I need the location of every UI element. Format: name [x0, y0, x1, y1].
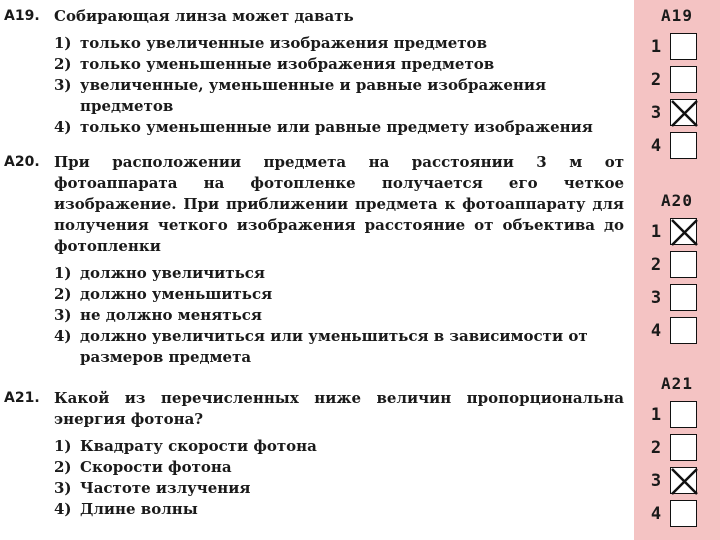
answer-block-a21 [634, 372, 720, 530]
answer-checkbox[interactable] [670, 66, 697, 93]
question-a21 [0, 388, 630, 520]
answer-checkbox[interactable] [670, 401, 697, 428]
answer-block-title: A19 [661, 6, 693, 25]
option-text: должно уменьшиться [80, 285, 273, 303]
answer-row [634, 215, 720, 248]
option [0, 305, 630, 326]
option-text: только уменьшенные или равные предмету изображения [80, 118, 593, 136]
answer-checkbox-checked[interactable] [670, 467, 697, 494]
answer-number: 3 [650, 102, 662, 123]
option-number: 3) [54, 76, 72, 94]
option-text: Частоте излучения [80, 479, 251, 497]
answer-checkbox[interactable] [670, 434, 697, 461]
option [0, 436, 630, 457]
x-mark-icon [669, 217, 700, 248]
option [0, 478, 630, 499]
question-a20 [0, 152, 630, 368]
answer-checkbox-checked[interactable] [670, 99, 697, 126]
option-text: увеличенные, уменьшенные и равные изображения предметов [80, 76, 547, 115]
answer-row [634, 497, 720, 530]
option-text: Скорости фотона [80, 458, 232, 476]
answer-block-a19 [634, 4, 720, 162]
option-text: должно увеличиться [80, 264, 265, 282]
option [0, 117, 630, 138]
x-mark-icon [669, 98, 700, 129]
option [0, 33, 630, 54]
question-number: A20. [4, 154, 40, 170]
option [0, 75, 630, 117]
question-a19 [0, 6, 630, 138]
question-text: Собирающая линза может давать [54, 7, 354, 25]
option-number: 3) [54, 479, 72, 497]
option-number: 1) [54, 34, 72, 52]
question-text: При расположении предмета на расстоянии 3 м от фотоаппарата на фотопленке получается его четкое изображение. При приближении предмета к фотоаппарату для получения четкого изображения расстояние от объектива до фотопленки [54, 153, 624, 255]
answer-row [634, 464, 720, 497]
option-text: Квадрату скорости фотона [80, 437, 317, 455]
answer-row [634, 63, 720, 96]
option-number: 2) [54, 55, 72, 73]
option-text: Длине волны [80, 500, 198, 518]
option-text: только увеличенные изображения предметов [80, 34, 487, 52]
answer-row [634, 281, 720, 314]
answer-checkbox[interactable] [670, 251, 697, 278]
answer-row [634, 314, 720, 347]
option-number: 4) [54, 327, 72, 345]
answer-number: 2 [650, 437, 662, 458]
question-number: A19. [4, 8, 40, 24]
answer-checkbox[interactable] [670, 284, 697, 311]
answer-number: 4 [650, 503, 662, 524]
option-list [0, 263, 630, 368]
answer-block-title: A20 [661, 191, 693, 210]
option-number: 4) [54, 500, 72, 518]
option-list [0, 436, 630, 520]
question-text: Какой из перечисленных ниже величин пропорциональна энергия фотона? [54, 389, 624, 428]
option-number: 3) [54, 306, 72, 324]
option-number: 2) [54, 458, 72, 476]
option-number: 2) [54, 285, 72, 303]
answer-number: 3 [650, 470, 662, 491]
answer-row [634, 248, 720, 281]
answer-checkbox[interactable] [670, 317, 697, 344]
option [0, 263, 630, 284]
option [0, 326, 630, 368]
x-mark-icon [669, 466, 700, 497]
answer-row [634, 96, 720, 129]
answer-number: 2 [650, 69, 662, 90]
answer-row [634, 398, 720, 431]
answer-checkbox[interactable] [670, 132, 697, 159]
option-text: должно увеличиться или уменьшиться в зависимости от размеров предмета [80, 327, 588, 366]
answer-number: 2 [650, 254, 662, 275]
option-list [0, 33, 630, 138]
answer-checkbox[interactable] [670, 500, 697, 527]
answer-number: 4 [650, 320, 662, 341]
option-text: только уменьшенные изображения предметов [80, 55, 495, 73]
answer-number: 1 [650, 36, 662, 57]
answer-row [634, 129, 720, 162]
option [0, 457, 630, 478]
option-number: 1) [54, 437, 72, 455]
answer-number: 1 [650, 221, 662, 242]
answer-row [634, 30, 720, 63]
question-number: A21. [4, 390, 40, 406]
option-number: 1) [54, 264, 72, 282]
answer-number: 4 [650, 135, 662, 156]
answer-sidebar [634, 0, 720, 540]
answer-block-a20 [634, 189, 720, 347]
option-number: 4) [54, 118, 72, 136]
answer-checkbox-checked[interactable] [670, 218, 697, 245]
answer-number: 1 [650, 404, 662, 425]
option [0, 54, 630, 75]
option [0, 284, 630, 305]
option [0, 499, 630, 520]
answer-block-title: A21 [661, 374, 693, 393]
answer-row [634, 431, 720, 464]
answer-number: 3 [650, 287, 662, 308]
answer-checkbox[interactable] [670, 33, 697, 60]
option-text: не должно меняться [80, 306, 262, 324]
